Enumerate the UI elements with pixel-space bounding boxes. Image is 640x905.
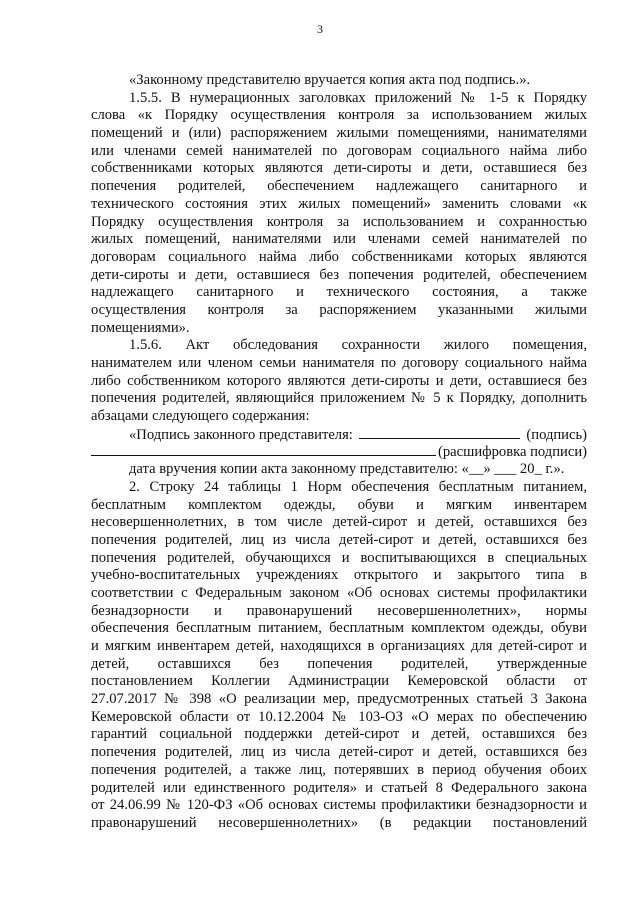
text-line: родителей или единственного родителя» и статьей 8 Федерального закона (91, 779, 587, 796)
text-line: слова «к Порядку осуществления контроля за использованием жилых (91, 107, 587, 124)
text-line: детей, оставшихся без попечения родителей, утвержденные (91, 655, 587, 672)
text-line: собственниками которых являются дети-сироты и дети, оставшиеся без (91, 160, 587, 177)
text-line: дети-сироты и дети, оставшиеся без попечения родителей, обеспечением (91, 266, 587, 283)
text-line: жилых помещений, нанимателями или членами семей нанимателей по (91, 231, 587, 248)
text-line: абзацами следующего содержания: (91, 408, 310, 425)
text-line: попечения родителей, лиц из числа детей-сирот и детей, оставшихся без (91, 531, 587, 548)
text-line: «Законному представителю вручается копия акта под подпись.». (129, 72, 531, 88)
text-line: надлежащего санитарного и технического состояния, а также (91, 284, 587, 301)
text-line: 1.5.5. В нумерационных заголовках приложений № 1-5 к Порядку (129, 89, 587, 106)
text-line: либо собственником которого являются дети-сироты и дети, оставшиеся без (91, 372, 587, 389)
text-line: от 24.06.99 № 120-ФЗ «Об основах системы профилактики безнадзорности и (91, 797, 587, 814)
text-line: Порядку осуществления контроля за использованием и сохранностью (91, 213, 587, 230)
text-line: осуществления контроля за распоряжением указанными жилыми (91, 301, 587, 318)
text-line: безнадзорности и правонарушений несовершеннолетних», нормы (91, 602, 587, 619)
text-line: технического состояния этих жилых помещений» заменить словами «к (91, 195, 587, 212)
text-line: договорам социального найма либо собственниками которых являются (91, 248, 587, 265)
signature-caption: (подпись) (526, 426, 587, 443)
text-line: гарантий социальной поддержки детей-сирот и детей, оставшихся без (91, 726, 587, 743)
text-line: попечения родителей, а также лиц, потерявших в период обучения обоих (91, 761, 587, 778)
signature-line-1 (91, 426, 587, 444)
text-line: соответствии с Федеральным законом «Об основах системы профилактики (91, 584, 587, 601)
signature-label: «Подпись законного представителя: (129, 426, 353, 443)
text-line: 2. Строку 24 таблицы 1 Норм обеспечения бесплатным питанием, (129, 478, 587, 495)
text-line: нанимателем или членом семьи нанимателя по договору социального найма (91, 355, 587, 371)
text-line: бесплатным комплектом одежды, обуви и мягким инвентарем (91, 496, 587, 513)
text-line: или членами семей нанимателей по договорам социального найма либо (91, 142, 587, 159)
signature-line-3: дата вручения копии акта законному представителю: «__» ___ 20_ г.». (129, 461, 565, 478)
document-body (91, 72, 587, 833)
text-line: помещениями». (91, 319, 190, 336)
text-line: учебно-воспитательных учреждениях открытого и закрытого типа в (91, 567, 587, 584)
paragraph-block-1 (91, 72, 587, 426)
text-line: несовершеннолетних, в том числе детей-сирот и детей, оставшихся без (91, 514, 587, 531)
text-line: и мягким инвентарем детей, находящихся в организациях для детей-сирот и (91, 638, 587, 654)
signature-line-2 (91, 443, 587, 461)
text-line: 1.5.6. Акт обследования сохранности жилого помещения, (129, 337, 587, 354)
text-line: попечения родителей, лиц из числа детей-сирот и детей, оставшихся без (91, 744, 587, 761)
transcript-caption: (расшифровка подписи) (438, 444, 587, 461)
page-number: 3 (317, 22, 323, 36)
text-line: попечения родителей, обеспечением надлежащего санитарного и (91, 178, 587, 195)
signature-block (91, 426, 587, 479)
signature-blank (359, 426, 521, 439)
text-line: помещений и (или) распоряжением жилыми помещениями, нанимателями (91, 125, 587, 142)
text-line: правонарушений несовершеннолетних» (в редакции постановлений (91, 814, 587, 831)
text-line: 27.07.2017 № 398 «О реализации мер, предусмотренных статьей 3 Закона (91, 691, 587, 708)
text-line: Кемеровской области от 10.12.2004 № 103-ОЗ «О мерах по обеспечению (91, 708, 587, 725)
text-line: попечения родителей, обучающихся и воспитывающихся в специальных (91, 549, 587, 566)
text-line: обеспечения бесплатным питанием, бесплатным комплектом одежды, обуви (91, 620, 587, 637)
text-line: постановлением Коллегии Администрации Кемеровской области от (91, 673, 587, 690)
paragraph-block-2 (91, 479, 587, 833)
transcript-blank (91, 443, 436, 456)
text-line: попечения родителей, являющийся приложением № 5 к Порядку, дополнить (91, 390, 587, 407)
